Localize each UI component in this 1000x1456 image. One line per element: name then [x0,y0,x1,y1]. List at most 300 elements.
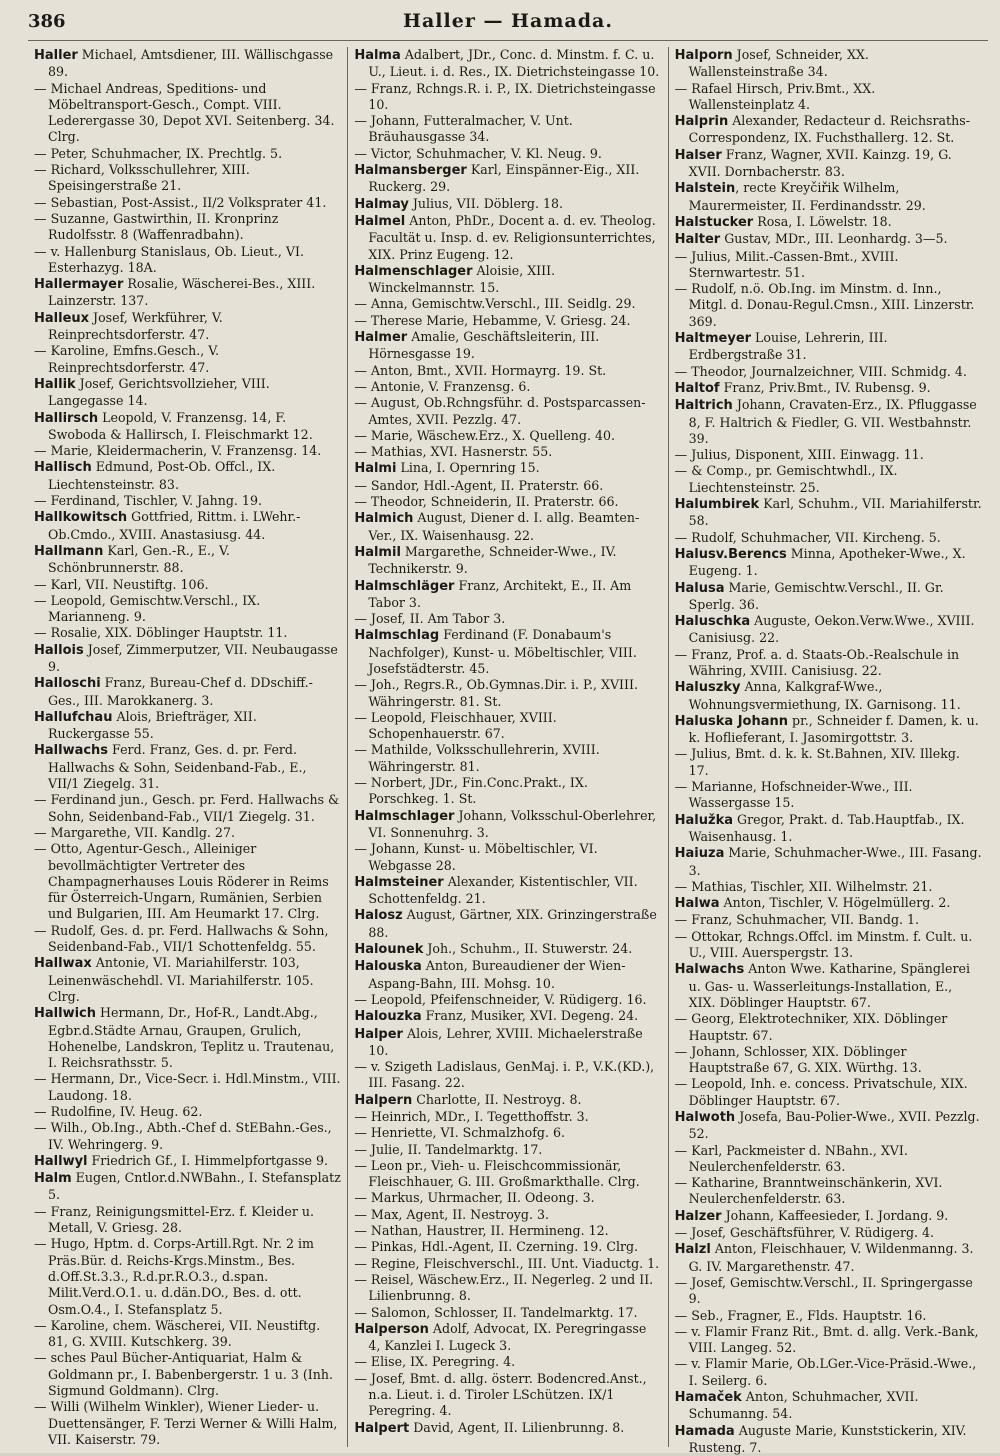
directory-entry [675,180,982,214]
entry-text: — Norbert, JDr., Fin.Conc.Prakt., IX. Porschkeg. 1. St. [354,775,588,807]
entry-text: Josef, Schneider, XX. Wallensteinstraße 34. [688,47,869,80]
directory-entry [675,1109,982,1143]
directory-entry [34,841,341,922]
entry-text: — Hugo, Hptm. d. Corps-Artill.Rgt. Nr. 2 im Präs.Bür. d. Reichs-Krgs.Minstm., Bes. d.Off.St.3.3., R.d.pr.R.O.3., d.span. Milit.Verd.O.1. u. d.dän.DO., Bes. d. ott. Osm.O.4., I. Stefansplatz 5. [34,1236,315,1317]
directory-entry [675,214,982,231]
entry-text: Aloisie, XIII. Winckelmannstr. 15. [368,262,556,296]
directory-entry [675,364,982,380]
entry-text: — Leopold, Gemischtw.Verschl., IX. Marianneng. 9. [34,592,261,625]
directory-entry [34,343,341,376]
entry-text: — Mathilde, Volksschullehrerin, XVIII. Währingerstr. 81. [354,742,600,774]
entry-text: Marie, Gemischtw.Verschl., II. Gr. Sperlg. 36. [688,579,944,612]
entry-text: Josef, Gerichtsvollzieher, VIII. Langegasse 14. [48,375,270,409]
entry-surname: Halma [354,48,401,63]
entry-text: — Julius, Bmt. d. k. k. St.Bahnen, XIV. Illekg. 17. [674,746,960,778]
directory-entry [34,593,341,626]
directory-entry [675,397,982,447]
entry-text: Minna, Apotheker-Wwe., X. Eugeng. 1. [688,545,966,579]
directory-entry [34,1071,341,1104]
entry-text: — Antonie, V. Franzensg. 6. [354,378,531,394]
entry-surname: Halwachs [674,962,745,978]
entry-text: Anton, Bureaudiener der Wien-Aspang-Bahn, III. Mohsg. 10. [368,958,626,991]
directory-entry [675,912,982,928]
entry-text: August, Diener d. I. allg. Beamten-Ver., IX. Waisenhausg. 22. [368,510,640,543]
directory-entry [354,329,661,363]
entry-text: — Franz, Schuhmacher, VII. Bandg. 1. [674,912,920,928]
entry-surname: Halmschlag [354,628,440,644]
directory-entry [34,625,341,641]
entry-text: — Seb., Fragner, E., Flds. Hauptstr. 16. [674,1307,927,1323]
entry-text: — Josef, II. Am Tabor 3. [354,611,506,627]
directory-entry [34,675,341,709]
page-number: 386 [28,11,66,32]
directory-entry [34,1005,341,1071]
entry-text: Johann, Kaffeesieder, I. Jordang. 9. [721,1207,949,1223]
directory-entry [354,841,661,874]
directory-entry [675,1208,982,1225]
directory-entry [34,1204,341,1237]
entry-text: — Karl, Packmeister d. NBahn., XVI. Neulerchenfelderstr. 63. [674,1142,908,1174]
entry-text: — Johann, Futteralmacher, V. Unt. Bräuhausgasse 34. [354,113,573,145]
entry-text: — Salomon, Schlosser, II. Tandelmarktg. 17. [354,1304,638,1320]
entry-text: — Otto, Agentur-Gesch., Alleiniger bevollmächtigter Vertreter des Champagnerhauses Louis Röderer in Reims für Österreich-Ungarn, Rumänien, Serbien und Bulgarien, III. Am Heumarkt 17. Clrg. [34,841,329,922]
entry-surname: Hallwax [34,956,92,972]
directory-entry [675,1011,982,1044]
entry-surname: Halstein [674,181,736,197]
entry-text: Margarethe, Schneider-Wwe., IV. Technikerstr. 9. [368,543,617,577]
entry-surname: Halouzka [354,1009,422,1025]
directory-entry [34,1399,341,1448]
column-middle [347,47,667,1447]
directory-entry [34,1350,341,1399]
entry-text: Karl, Einspänner-Eig., XII. Ruckerg. 29. [368,162,640,195]
entry-text: Josefa, Bau-Polier-Wwe., XVII. Pezzlg. 52. [688,1109,980,1142]
entry-text: — v. Hallenburg Stanislaus, Ob. Lieut., VI. Esterhazyg. 18A. [34,243,304,275]
entry-surname: Halmich [354,511,414,527]
entry-surname: Halper [354,1026,403,1042]
entry-text: — Josef, Gemischtw.Verschl., II. Springergasse 9. [674,1274,973,1307]
directory-entry [354,162,661,196]
entry-surname: Halmschläger [354,578,455,594]
directory-entry [34,47,341,81]
entry-text: Louise, Lehrerin, III. Erdbergstraße 31. [688,330,888,363]
entry-text: Gustav, MDr., III. Leonhardg. 3—5. [720,231,948,247]
entry-text: — Sebastian, Post-Assist., II/2 Volksprater 41. [34,194,327,210]
directory-entry [34,443,341,459]
entry-text: — Julie, II. Tandelmarktg. 17. [354,1141,543,1157]
directory-entry [354,958,661,992]
entry-surname: Halm [34,1171,72,1187]
directory-entry [675,1356,982,1389]
directory-entry [675,81,982,114]
directory-entry [354,742,661,775]
entry-text: — Julius, Disponent, XIII. Einwagg. 11. [674,447,924,463]
entry-text: Julius, VII. Döblerg. 18. [408,195,564,211]
entry-text: — Henriette, VI. Schmalzhofg. 6. [354,1125,565,1141]
running-head: Haller — Hamada. [403,10,613,32]
directory-entry [675,1241,982,1275]
directory-entry [675,812,982,846]
entry-surname: Halusa [674,580,725,596]
entry-text: Leopold, V. Franzensg. 14, F. Swoboda & Hallirsch, I. Fleischmarkt 12. [48,409,313,442]
entry-surname: Halounek [354,942,424,958]
entry-text: — Willi (Wilhelm Winkler), Wiener Lieder- u. Duettensänger, F. Terzi Werner & Willi Halm, VII. Kaiserstr. 79. [34,1399,338,1447]
directory-entry [354,478,661,494]
directory-entry [34,1170,341,1204]
entry-text: — Sandor, Hdl.-Agent, II. Praterstr. 66. [354,477,604,493]
entry-surname: Halumbirek [674,497,760,513]
directory-entry [34,642,341,676]
directory-entry [675,546,982,580]
entry-surname: Haluschka [674,614,751,630]
entry-text: — Max, Agent, II. Nestroyg. 3. [354,1206,549,1222]
entry-text: — Leopold, Pfeifenschneider, V. Rüdigerg. 16. [354,991,647,1007]
entry-text: David, Agent, II. Lilienbrunng. 8. [409,1419,625,1435]
entry-text: — v. Flamir Franz Rit., Bmt. d. allg. Verk.-Bank, VIII. Langeg. 52. [674,1323,979,1356]
directory-entry [354,1109,661,1125]
directory-entry [354,395,661,428]
entry-text: Anton, Schuhmacher, XVII. Schumanng. 54. [688,1389,919,1422]
directory-entry [34,211,341,244]
entry-text: — Leopold, Fleischhauer, XVIII. Schopenhauerstr. 67. [354,709,557,742]
directory-entry [354,907,661,941]
entry-text: — Reisel, Wäschew.Erz., II. Negerleg. 2 und II. Lilienbrunng. 8. [354,1271,654,1304]
entry-text: Hermann, Dr., Hof-R., Landt.Abg., Egbr.d.Städte Arnau, Graupen, Grulich, Hohenelbe, Landskron, Teplitz u. Trautenau, I. Reichsrathsstr. 5. [48,1005,335,1071]
entry-text: — Nathan, Haustrer, II. Hermineng. 12. [354,1223,609,1239]
entry-text: — Peter, Schuhmacher, IX. Prechtlg. 5. [34,145,283,161]
entry-text: — Leon pr., Vieh- u. Fleischcommissionär, Fleischhauer, G. III. Großmarkthalle. Clrg. [354,1157,640,1190]
directory-entry [354,113,661,146]
directory-entry [354,263,661,297]
entry-surname: Halmer [354,330,408,346]
directory-entry [675,47,982,81]
entry-surname: Halusv.Berencs [674,546,787,562]
entry-text: Karl, Schuhm., VII. Mariahilferstr. 58. [688,496,982,529]
directory-entry [34,742,341,792]
entry-text: Franz, Wagner, XVII. Kainzg. 19, G. XVII. Dornbacherstr. 83. [688,146,952,180]
directory-entry [354,1223,661,1239]
column-right [668,47,988,1455]
entry-surname: Halužka [674,812,734,828]
entry-text: — Josef, Bmt. d. allg. österr. Bodencred.Anst., n.a. Lieut. i. d. Tiroler LSchützen. IX/1 Peregring. 4. [354,1370,647,1419]
directory-entry [675,1324,982,1357]
entry-text: Edmund, Post-Ob. Offcl., IX. Liechtensteinstr. 83. [48,459,276,492]
directory-entry [675,1423,982,1456]
directory-entry [354,47,661,81]
entry-text: — Anton, Bmt., XVII. Hormayrg. 19. St. [354,362,607,378]
directory-entry [34,825,341,841]
directory-entry [354,428,661,444]
directory-entry [354,1059,661,1092]
entry-text: Amalie, Geschäftsleiterin, III. Hörnesgasse 19. [368,329,600,362]
entry-text: Alexander, Redacteur d. Reichsraths-Correspondenz, IX. Fuchsthallerg. 12. St. [688,113,970,146]
entry-surname: Hallwachs [34,743,109,759]
entry-text: — Georg, Elektrotechniker, XIX. Döblinger Hauptstr. 67. [674,1011,948,1043]
entry-text: Joh., Schuhm., II. Stuwerstr. 24. [423,941,633,957]
entry-text: — Elise, IX. Peregring. 4. [354,1354,516,1370]
entry-surname: Haltmeyer [674,331,752,347]
entry-text: — Franz, Reinigungsmittel-Erz. f. Kleider u. Metall, V. Griesg. 28. [34,1203,314,1236]
entry-text: Johann, Volksschul-Oberlehrer, VI. Sonnenuhrg. 3. [368,807,657,840]
entry-text: — Rafael Hirsch, Priv.Bmt., XX. Wallensteinplatz 4. [674,80,876,112]
column-left [28,47,347,1447]
entry-surname: Haluska Johann [674,713,789,729]
entry-surname: Halzl [674,1242,711,1258]
entry-surname: Halser [674,147,722,163]
entry-surname: Halouska [354,959,422,975]
directory-entry [354,611,661,627]
entry-surname: Halmil [354,544,401,560]
directory-entry [354,941,661,958]
entry-surname: Hamaček [674,1390,742,1406]
directory-entry [34,493,341,509]
directory-entry [354,1026,661,1060]
directory-entry [354,1207,661,1223]
directory-entry [354,460,661,477]
entry-surname: Hallirsch [34,410,99,426]
entry-surname: Hamada [674,1423,735,1439]
directory-entry [675,530,982,546]
entry-text: Ferdinand (F. Donabaum's Nachfolger), Kunst- u. Möbeltischler, VIII. Josefstädterstr. 45. [368,627,637,676]
entry-text: — Rudolf, Ges. d. pr. Ferd. Hallwachs & Sohn, Seidenband-Fab., VII/1 Schottenfeldg. 55. [34,922,329,955]
directory-entry [34,543,341,577]
entry-text: — sches Paul Bücher-Antiquariat, Halm & Goldmann pr., I. Babenbergerstr. 1 u. 3 (Inh. Sigmund Goldmann). Clrg. [34,1350,333,1399]
entry-text: Ferd. Franz, Ges. d. pr. Ferd. Hallwachs & Sohn, Seidenband-Fab., E., VII/1 Ziegelg. 31. [48,742,307,792]
entry-text: Alois, Lehrer, XVIII. Michaelerstraße 10. [368,1025,643,1058]
entry-surname: Hallmann [34,543,104,559]
entry-text: Anna, Kalkgraf-Wwe., Wohnungsvermiethung, IX. Garnisong. 11. [688,679,961,712]
entry-surname: Hallermayer [34,277,124,293]
directory-entry [675,496,982,530]
directory-entry [354,1092,661,1109]
directory-entry [675,845,982,879]
entry-text: Rosa, I. Löwelstr. 18. [753,213,892,229]
entry-surname: Halosz [354,908,403,924]
directory-entry [354,296,661,312]
directory-entry [354,808,661,842]
directory-entry [675,647,982,680]
directory-entry [354,578,661,612]
entry-surname: Halpern [354,1092,413,1108]
directory-entry [354,775,661,808]
entry-text: — Julius, Milit.-Cassen-Bmt., XVIII. Sternwartestr. 51. [674,248,899,280]
entry-text: — Mathias, Tischler, XII. Wilhelmstr. 21. [674,878,933,894]
entry-surname: Hallisch [34,460,92,476]
directory-entry [34,1120,341,1153]
entry-text: — Johann, Kunst- u. Möbeltischler, VI. Webgasse 28. [354,841,598,873]
entry-text: , recte Kreyčiřik Wilhelm, Maurermeister, II. Ferdinandsstr. 29. [688,180,926,213]
directory-entry [354,627,661,677]
entry-text: — Franz, Prof. a. d. Staats-Ob.-Realschule in Währing, XVIII. Canisiusg. 22. [674,646,960,678]
entry-surname: Hallois [34,642,84,658]
directory-entry [354,1305,661,1321]
directory-entry [675,1389,982,1423]
entry-surname: Halmschlager [354,808,455,824]
page-header [28,10,988,41]
entry-text: Franz, Architekt, E., II. Am Tabor 3. [368,577,632,610]
directory-entry [354,510,661,544]
entry-text: August, Gärtner, XIX. Grinzingerstraße 88. [368,907,657,940]
entry-text: — Johann, Schlosser, XIX. Döblinger Hauptstraße 67, G. XIX. Würthg. 13. [674,1043,922,1076]
directory-entry [675,113,982,147]
entry-text: Charlotte, II. Nestroyg. 8. [412,1091,582,1107]
directory-entry [34,509,341,543]
directory-entry [354,1158,661,1191]
directory-entry [675,613,982,647]
directory-entry [354,1008,661,1025]
entry-text: — Ottokar, Rchngs.Offcl. im Minstm. f. Cult. u. U., VIII. Auerspergstr. 13. [674,928,973,961]
directory-entry [675,1143,982,1176]
entry-text: pr., Schneider f. Damen, k. u. k. Hoflieferant, I. Jasomirgottstr. 3. [688,712,979,746]
entry-text: — Anna, Gemischtw.Verschl., III. Seidlg. 29. [354,296,636,312]
entry-surname: Hallufchau [34,709,113,725]
entry-surname: Halmay [354,196,409,212]
directory-entry [354,1272,661,1305]
directory-entry [354,379,661,395]
directory-entry [354,1190,661,1206]
entry-text: Karl, Gen.-R., E., V. Schönbrunnerstr. 88. [48,542,230,576]
entry-text: Eugen, Cntlor.d.NWBahn., I. Stefansplatz 5. [48,1170,341,1203]
directory-entry [34,792,341,825]
entry-surname: Haiuza [674,846,725,862]
directory-entry [675,1076,982,1109]
directory-entry [675,330,982,364]
entry-text: — Therese Marie, Hebamme, V. Griesg. 24. [354,312,631,328]
directory-entry [34,244,341,277]
entry-surname: Hallwyl [34,1153,88,1169]
directory-entry [675,580,982,614]
entry-text: — Rosalie, XIX. Döblinger Hauptstr. 11. [34,625,288,641]
directory-entry [675,463,982,496]
entry-surname: Hallkowitsch [34,510,128,526]
entry-text: Josef, Werkführer, V. Reinprechtsdorferstr. 47. [48,309,223,343]
entry-text: Anton, Fleischhauer, V. Wildenmanng. 3. G. IV. Margarethenstr. 47. [688,1241,974,1274]
directory-entry [675,929,982,962]
directory-entry [354,1420,661,1437]
entry-text: — v. Szigeth Ladislaus, GenMaj. i. P., V.K.(KD.), III. Fasang. 22. [354,1059,655,1091]
directory-entry [675,746,982,779]
entry-text: — Michael Andreas, Speditions- und Möbeltransport-Gesch., Compt. VIII. Lederergasse 30, Depot XVI. Seitenberg. 34. Clrg. [34,80,335,145]
entry-text: — Marie, Kleidermacherin, V. Franzensg. 14. [34,443,322,459]
entry-surname: Haltof [674,380,720,396]
entry-text: Auguste, Oekon.Verw.Wwe., XVIII. Canisiusg. 22. [688,613,975,646]
directory-entry [354,213,661,263]
entry-surname: Halmi [354,461,397,477]
entry-text: — v. Flamir Marie, Ob.LGer.-Vice-Präsid.-Wwe., I. Seilerg. 6. [674,1356,977,1388]
directory-entry [675,231,982,248]
entry-text: Franz, Bureau-Chef d. DDschiff.-Ges., III. Marokkanerg. 3. [48,675,313,708]
directory-entry [675,1225,982,1241]
directory-entry [34,162,341,195]
directory-entry [675,879,982,895]
directory-entry [675,1044,982,1077]
entry-text: — Theodor, Journalzeichner, VIII. Schmidg. 4. [674,363,967,379]
directory-entry [675,281,982,330]
directory-entry [675,1175,982,1208]
entry-text: — August, Ob.Rchngsführ. d. Postsparcassen-Amtes, XVII. Pezzlg. 47. [354,395,646,427]
entry-text: — Victor, Schuhmacher, V. Kl. Neug. 9. [354,145,602,161]
entry-text: — Katharine, Branntweinschänkerin, XVI. Neulerchenfelderstr. 63. [674,1175,943,1207]
entry-text: Franz, Priv.Bmt., IV. Rubensg. 9. [719,379,931,395]
entry-surname: Haltrich [674,398,733,414]
entry-text: Franz, Musiker, XVI. Degeng. 24. [421,1008,639,1024]
entry-surname: Haluszky [674,680,741,696]
entry-surname: Halmenschlager [354,263,473,279]
entry-text: Gregor, Prakt. d. Tab.Hauptfab., IX. Waisenhausg. 1. [688,811,965,844]
entry-text: — Mathias, XVI. Hasnerstr. 55. [354,444,553,460]
entry-surname: Halmansberger [354,163,467,179]
directory-entry [34,709,341,743]
directory-entry [675,147,982,181]
entry-surname: Halloschi [34,676,101,692]
entry-surname: Halprin [674,114,729,130]
directory-entry [675,895,982,912]
entry-text: Anton, Tischler, V. Högelmüllerg. 2. [719,895,951,911]
entry-surname: Halter [674,232,721,248]
entry-surname: Halwa [674,896,720,912]
entry-text: Alois, Briefträger, XII. Ruckergasse 55. [48,708,257,742]
directory-entry [34,955,341,1005]
directory-entry [354,992,661,1008]
entry-surname: Hallik [34,376,76,392]
directory-entry [354,313,661,329]
directory-entry [675,713,982,747]
directory-entry [34,1104,341,1120]
entry-text: Josef, Zimmerputzer, VII. Neubaugasse 9. [48,641,338,674]
entry-surname: Halpert [354,1420,410,1436]
directory-entry [354,1371,661,1420]
directory-entry [354,1321,661,1355]
directory-entry [34,195,341,211]
directory-entry [354,196,661,213]
entry-text: — & Comp., pr. Gemischtwhdl., IX. Liechtensteinstr. 25. [674,463,898,495]
entry-text: — Suzanne, Gastwirthin, II. Kronprinz Rudolfsstr. 8 (Waffenradbahn). [34,210,279,243]
directory-entry [34,923,341,956]
entry-text: Adalbert, JDr., Conc. d. Minstm. f. C. u. U., Lieut. i. d. Res., IX. Dietrichsteingasse 10. [368,47,660,80]
entry-surname: Halporn [674,48,733,63]
entry-text: Rosalie, Wäscherei-Bes., XIII. Lainzerstr. 137. [48,276,316,309]
entry-text: — Markus, Uhrmacher, II. Odeong. 3. [354,1190,595,1206]
entry-surname: Hallwich [34,1006,96,1022]
directory-entry [675,249,982,282]
entry-text: — Margarethe, VII. Kandlg. 27. [34,824,235,840]
directory-entry [675,1308,982,1324]
directory-entry [34,81,341,146]
entry-text: — Josef, Geschäftsführer, V. Rüdigerg. 4. [674,1225,935,1241]
directory-entry [34,577,341,593]
entry-text: Lina, I. Opernring 15. [396,460,540,476]
directory-entry [34,459,341,493]
entry-text: Antonie, VI. Mariahilferstr. 103, Leinenwäschehdl. VI. Mariahilferstr. 105. Clrg. [48,955,314,1004]
entry-surname: Halmel [354,213,406,229]
entry-text: — Rudolf, n.ö. Ob.Ing. im Minstm. d. Inn., Mitgl. d. Donau-Regul.Cmsn., XIII. Linzerstr. 369. [674,281,975,329]
directory-entry [675,679,982,713]
directory-entry [354,363,661,379]
directory-entry [354,1354,661,1370]
directory-entry [354,874,661,908]
entry-text: — Rudolf, Schuhmacher, VII. Kircheng. 5. [674,529,941,545]
entry-text: — Marie, Wäschew.Erz., X. Quelleng. 40. [354,427,615,443]
columns [28,47,988,1455]
directory-entry [354,1142,661,1158]
entry-surname: Halperson [354,1321,429,1337]
entry-text: Anton Wwe. Katharine, Spänglerei u. Gas- u. Wasserleitungs-Installation, E., XIX. Döblinger Hauptstr. 67. [688,961,970,1010]
entry-text: — Karoline, chem. Wäscherei, VII. Neustiftg. 81, G. XVIII. Kutschkerg. 39. [34,1317,321,1350]
entry-surname: Halwoth [674,1110,736,1125]
entry-text: — Franz, Rchngs.R. i. P., IX. Dietrichsteingasse 10. [354,80,656,112]
entry-text: — Hermann, Dr., Vice-Secr. i. Hdl.Minstm., VIII. Laudong. 18. [34,1071,341,1103]
entry-text: Michael, Amtsdiener, III. Wällischgasse 89. [48,47,334,80]
